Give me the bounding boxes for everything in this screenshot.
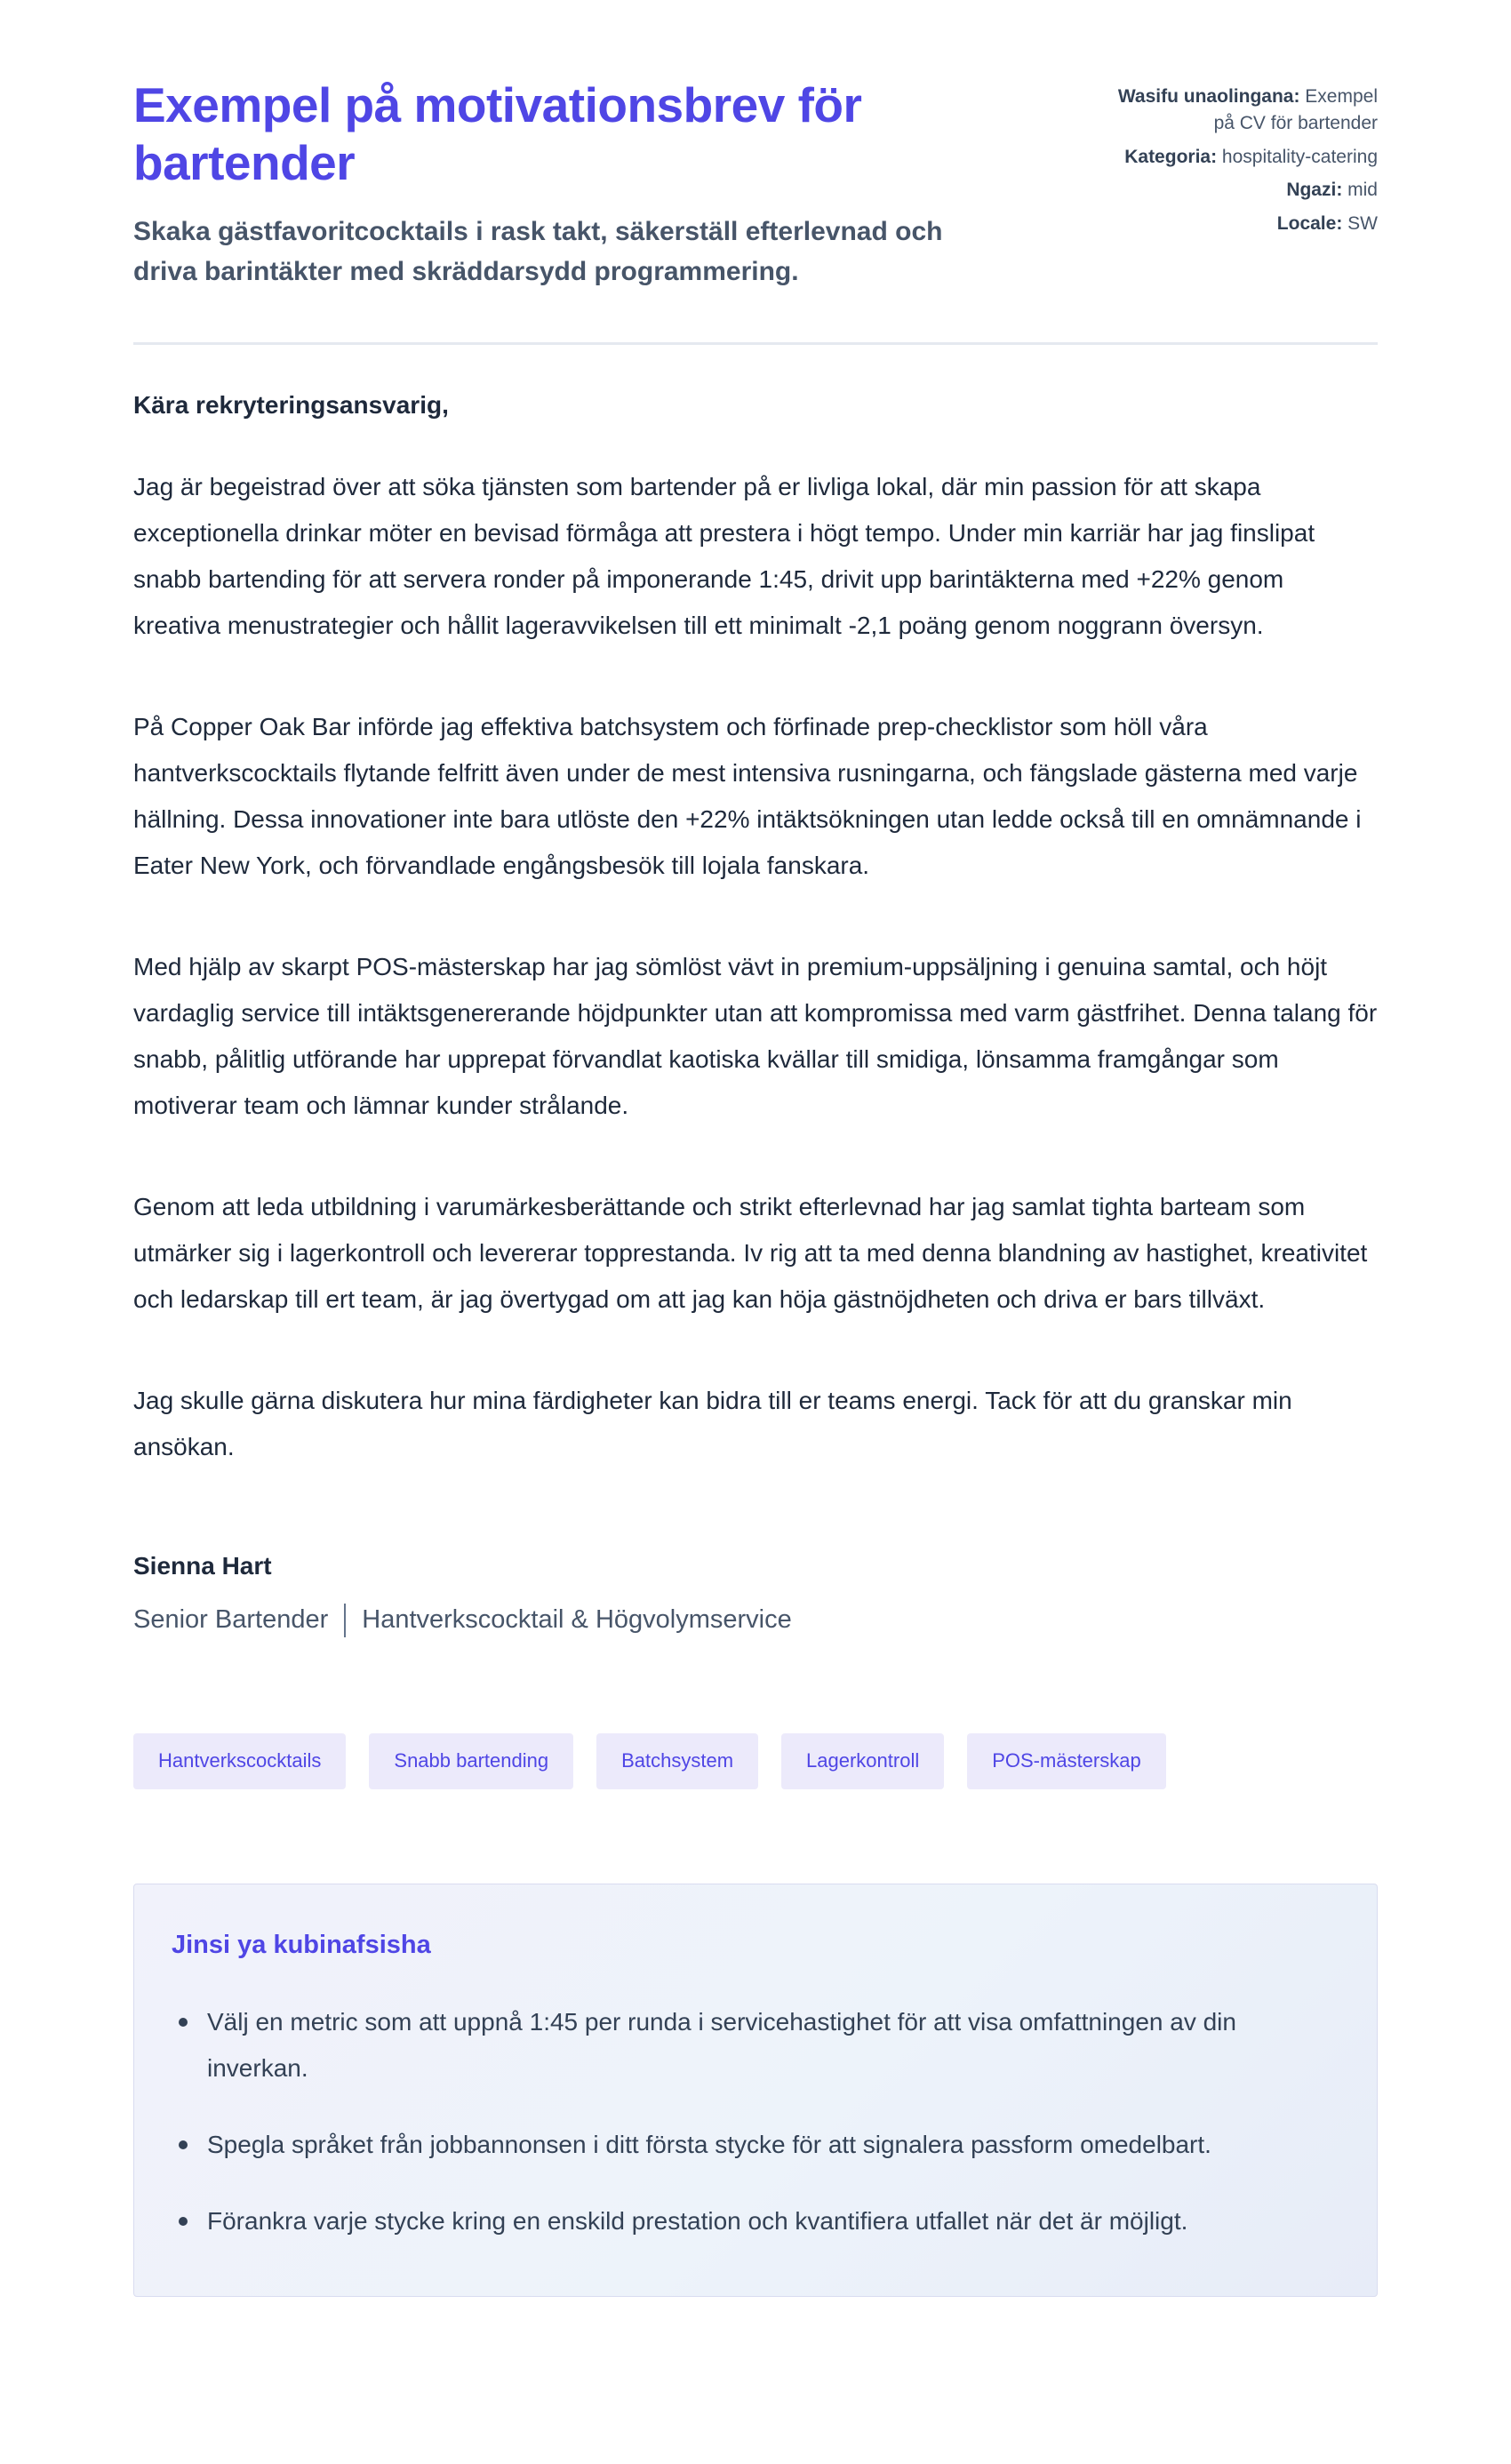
customization-tips-card	[133, 1884, 1378, 2297]
meta-value: mid	[1342, 180, 1378, 201]
greeting: Kära rekryteringsansvarig,	[133, 390, 449, 419]
meta-label: Ngazi:	[1286, 180, 1343, 201]
tips-list	[172, 1999, 1327, 2244]
header	[133, 76, 1378, 292]
cover-letter-body	[133, 382, 1378, 1637]
letter-paragraph: Med hjälp av skarpt POS-mästerskap har jag sömlöst vävt in premium-uppsäljning i genuina samtal, och höjt vardaglig service till intäktsgenererande höjdpunkter utan att kompromissa med varm gästfrihet. Denna talang för snabb, pålitlig utförande har upprepat förvandlat kaotiska kvällar till smidiga, lönsamma framgångar som motiverar team och lämnar kunder strålande.	[133, 952, 1378, 1119]
skill-tags-list	[133, 1733, 1378, 1789]
letter-paragraph: På Copper Oak Bar införde jag effektiva batchsystem och förfinade prep-checklistor som höll våra hantverkscocktails flytande felfritt även under de mest intensiva rusningarna, och fängslade gästerna med varje hällning. Dessa innovationer inte bara utlöste den +22% intäktsökningen utan ledde också till en omnämnande i Eater New York, och förvandlade engångsbesök till lojala fanskara.	[133, 712, 1362, 879]
tips-title: Jinsi ya kubinafsisha	[172, 1930, 431, 1959]
signature-name: Sienna Hart	[133, 1551, 272, 1580]
meta-row-match	[1111, 84, 1378, 137]
letter-paragraph: Genom att leda utbildning i varumärkesberättande och strikt efterlevnad har jag samlat tighta barteam som utmärker sig i lagerkontroll och levererar topprestanda. Iv rig att ta med denna blandning av hastighet, kreativitet och ledarskap till ert team, är jag övertygad om att jag kan höja gästnöjdheten och driva er bars tillväxt.	[133, 1192, 1368, 1313]
meta-value: Exempel på CV för bartender	[1213, 86, 1378, 133]
tag-chip: Hantverkscocktails	[133, 1733, 346, 1789]
content-container	[133, 0, 1378, 2377]
header-divider	[133, 342, 1378, 345]
letter-paragraph: Jag skulle gärna diskutera hur mina färdigheter kan bidra till er teams energi. Tack för att du granskar min ansökan.	[133, 1386, 1292, 1460]
role-divider	[344, 1604, 346, 1637]
tag-chip: Snabb bartending	[369, 1733, 573, 1789]
tag-chip: Lagerkontroll	[781, 1733, 944, 1789]
meta-value: hospitality-catering	[1217, 146, 1378, 167]
meta-row-locale	[1111, 211, 1378, 237]
page-title: Exempel på motivationsbrev för bartender	[133, 77, 862, 190]
meta-label: Locale:	[1276, 213, 1343, 235]
header-left	[133, 76, 1049, 292]
tag-chip: Batchsystem	[596, 1733, 758, 1789]
page-subtitle: Skaka gästfavoritcocktails i rask takt, säkerställ efterlevnad och driva barintäkter med skräddarsydd programmering.	[133, 216, 943, 287]
tip-item: Välj en metric som att uppnå 1:45 per runda i servicehastighet för att visa omfattningen av din inverkan.	[172, 1999, 1327, 2092]
meta-label: Kategoria:	[1124, 146, 1218, 167]
meta-value: SW	[1342, 213, 1378, 235]
meta-panel	[1111, 76, 1378, 244]
signature-role-title: Senior Bartender	[133, 1605, 329, 1635]
meta-row-level	[1111, 177, 1378, 204]
tip-item: Spegla språket från jobbannonsen i ditt första stycke för att signalera passform omedelbart.	[172, 2122, 1327, 2168]
meta-label: Wasifu unaolingana:	[1117, 86, 1300, 107]
signature-role	[133, 1604, 1378, 1637]
letter-paragraph: Jag är begeistrad över att söka tjänsten som bartender på er livliga lokal, där min passion för att skapa exceptionella drinkar möter en bevisad förmåga att prestera i högt tempo. Under min karriär har jag finslipat snabb bartending för att servera ronder på imponerande 1:45, drivit upp barintäkterna med +22% genom kreativa menustrategier och hållit lageravvikelsen till ett minimalt -2,1 poäng genom noggrann översyn.	[133, 472, 1315, 639]
signature-role-detail: Hantverkscocktail & Högvolymservice	[362, 1605, 792, 1635]
tag-chip: POS-mästerskap	[967, 1733, 1166, 1789]
tip-item: Förankra varje stycke kring en enskild prestation och kvantifiera utfallet när det är möjligt.	[172, 2198, 1327, 2244]
meta-row-category	[1111, 144, 1378, 171]
